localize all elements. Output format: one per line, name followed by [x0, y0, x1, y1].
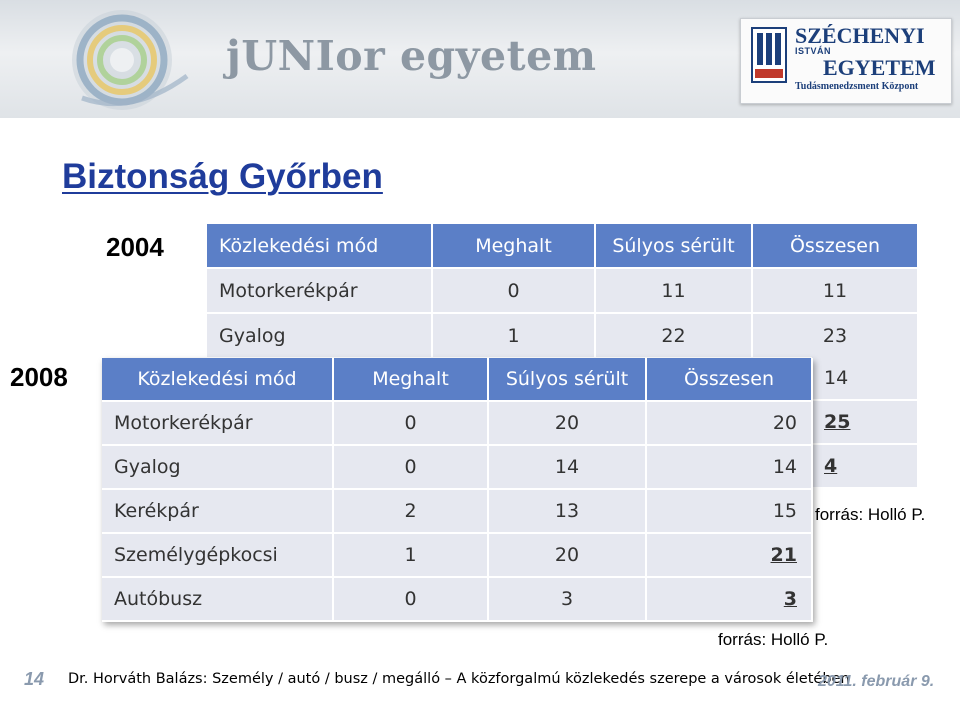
table-row [207, 314, 919, 359]
total-cell: 3 [647, 578, 813, 622]
total-cell: 15 [647, 490, 813, 534]
header-banner [0, 0, 960, 118]
died-cell: 0 [334, 446, 489, 490]
total-cell: 21 [647, 534, 813, 578]
year-label-2004: 2004 [106, 232, 164, 262]
mode-cell: Kerékpár [102, 490, 334, 534]
mode-cell: Gyalog [207, 314, 433, 359]
column-header-injured: Súlyos sérült [489, 358, 647, 402]
table-row [102, 490, 813, 534]
mode-cell: Autóbusz [102, 578, 334, 622]
total-cell: 23 [753, 314, 919, 359]
university-name-line3: EGYETEM [823, 55, 936, 80]
column-header-total: Összesen [647, 358, 813, 402]
mode-cell: Motorkerékpár [207, 269, 433, 314]
total-cell: 20 [647, 402, 813, 446]
injured-cell: 20 [489, 534, 647, 578]
footer-date: 2011. február 9. [818, 673, 935, 690]
died-cell: 1 [433, 314, 596, 359]
table-row [102, 534, 813, 578]
university-logo [740, 18, 952, 104]
column-header-injured: Súlyos sérült [596, 224, 753, 269]
column-header-died: Meghalt [433, 224, 596, 269]
junior-logo-icon [62, 6, 197, 114]
died-cell: 2 [334, 490, 489, 534]
died-cell: 1 [334, 534, 489, 578]
banner-title: jUNIor egyetem [226, 32, 597, 80]
total-cell: 4 [812, 445, 917, 489]
column-header-mode: Közlekedési mód [207, 224, 433, 269]
injured-cell: 20 [489, 402, 647, 446]
footer-text: Dr. Horváth Balázs: Személy / autó / busz / megálló – A közforgalmú közlekedés szerepe a városok életében [68, 671, 850, 687]
table-header-row [207, 224, 919, 269]
column-header-total: Összesen [753, 224, 919, 269]
university-subtitle: Tudásmenedzsment Központ [795, 81, 919, 92]
accident-table-2004 [207, 224, 919, 359]
injured-cell: 3 [489, 578, 647, 622]
total-cell: 11 [753, 269, 919, 314]
died-cell: 0 [334, 578, 489, 622]
died-cell: 0 [334, 402, 489, 446]
died-cell: 0 [433, 269, 596, 314]
mode-cell: Gyalog [102, 446, 334, 490]
table-row [207, 269, 919, 314]
total-cell: 25 [812, 401, 917, 445]
injured-cell: 11 [596, 269, 753, 314]
university-crest-icon [751, 27, 787, 83]
page-title: Biztonság Győrben [62, 157, 383, 196]
table-row [102, 402, 813, 446]
university-name-line2: ISTVÁN [795, 46, 832, 56]
total-cell: 14 [812, 357, 917, 401]
accident-table-2008 [102, 358, 813, 622]
slide-number: 14 [24, 669, 45, 689]
source-note-2004: forrás: Holló P. [815, 505, 926, 524]
table-header-row [102, 358, 813, 402]
column-header-died: Meghalt [334, 358, 489, 402]
injured-cell: 22 [596, 314, 753, 359]
table-row [102, 578, 813, 622]
table-row [102, 446, 813, 490]
university-name-line1: SZÉCHENYI [795, 23, 925, 48]
injured-cell: 14 [489, 446, 647, 490]
mode-cell: Motorkerékpár [102, 402, 334, 446]
year-label-2008: 2008 [10, 362, 68, 392]
total-cell: 14 [647, 446, 813, 490]
source-note-2008: forrás: Holló P. [718, 630, 829, 649]
injured-cell: 13 [489, 490, 647, 534]
column-header-mode: Közlekedési mód [102, 358, 334, 402]
mode-cell: Személygépkocsi [102, 534, 334, 578]
